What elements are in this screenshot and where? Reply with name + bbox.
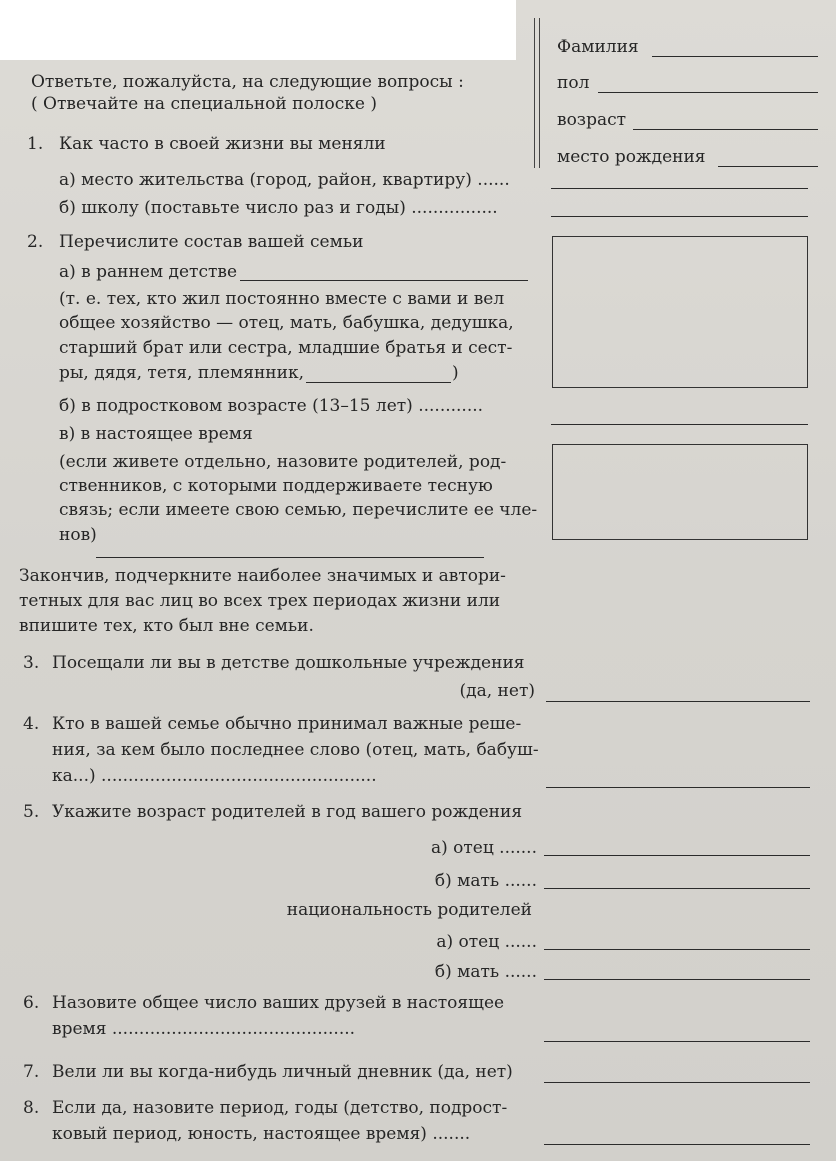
surname-label: Фамилия: [557, 37, 639, 57]
q5-number: 5.: [23, 802, 40, 822]
q5-nat-father-label: а) отец ......: [436, 932, 537, 952]
q2-text: Перечислите состав вашей семьи: [59, 232, 364, 252]
underline-instruction-3: впишите тех, кто был вне семьи.: [19, 616, 314, 636]
q6-line-2: время .............................................: [52, 1019, 356, 1039]
q2-option-a: а) в раннем детстве: [59, 262, 238, 282]
q2c-inline-line[interactable]: [96, 557, 484, 558]
q3-answer-hint: (да, нет): [459, 681, 535, 701]
q5-father-label: а) отец .......: [430, 838, 537, 858]
surname-field[interactable]: [652, 56, 818, 57]
q2-option-b: б) в подростковом возрасте (13–15 лет) ............: [59, 396, 484, 416]
header-divider-right: [539, 18, 540, 168]
q1-text: Как часто в своей жизни вы меняли: [59, 134, 386, 154]
q8-line-2: ковый период, юность, настоящее время) .......: [52, 1124, 471, 1144]
q5-father-age-line[interactable]: [544, 855, 810, 856]
q4-line-2: ния, за кем было последнее слово (отец, мать, бабуш-: [52, 740, 539, 760]
header-divider-left: [534, 18, 535, 168]
q6-line-1: Назовите общее число ваших друзей в настоящее: [52, 993, 505, 1013]
q2-note-3: старший брат или сестра, младшие братья и сест-: [59, 338, 513, 358]
q8-answer-line[interactable]: [544, 1144, 810, 1145]
q2b-answer-line[interactable]: [551, 424, 808, 425]
q2-number: 2.: [27, 232, 44, 252]
q2-note-2: общее хозяйство — отец, мать, бабушка, дедушка,: [59, 313, 514, 333]
q8-number: 8.: [23, 1098, 40, 1118]
age-label: возраст: [557, 110, 627, 130]
q2-c-note-3: связь; если имеете свою семью, перечислите ее чле-: [59, 500, 538, 520]
q2-c-note-2: ственников, с которыми поддерживаете тесную: [59, 476, 493, 496]
sex-label: пол: [557, 73, 590, 93]
q2-note-1: (т. е. тех, кто жил постоянно вместе с вами и вел: [59, 289, 505, 309]
q2-relatives-line[interactable]: [306, 382, 451, 383]
q3-answer-line[interactable]: [546, 701, 810, 702]
q5-nat-father-line[interactable]: [544, 949, 810, 950]
q2a-answer-box[interactable]: [552, 236, 808, 388]
q5-mother-label: б) мать ......: [434, 871, 537, 891]
q5-nat-mother-label: б) мать ......: [434, 962, 537, 982]
q2-note-4-close: ): [452, 363, 459, 383]
q5-text: Укажите возраст родителей в год вашего рождения: [52, 802, 523, 822]
birthplace-label: место рождения: [557, 147, 706, 167]
q5-nationality-label: национальность родителей: [286, 900, 532, 920]
q4-answer-line[interactable]: [546, 787, 810, 788]
sex-field[interactable]: [598, 92, 818, 93]
birthplace-field[interactable]: [718, 166, 818, 167]
q2-option-c: в) в настоящее время: [59, 424, 253, 444]
q7-answer-line[interactable]: [544, 1082, 810, 1083]
underline-instruction-2: тетных для вас лиц во всех трех периодах жизни или: [19, 591, 501, 611]
q7-number: 7.: [23, 1062, 40, 1082]
q5-nat-mother-line[interactable]: [544, 979, 810, 980]
q3-number: 3.: [23, 653, 40, 673]
q4-line-1: Кто в вашей семье обычно принимал важные реше-: [52, 714, 522, 734]
q7-text: Вели ли вы когда-нибудь личный дневник (да, нет): [52, 1062, 513, 1082]
q4-number: 4.: [23, 714, 40, 734]
q8-line-1: Если да, назовите период, годы (детство, подрост-: [52, 1098, 508, 1118]
q5-mother-age-line[interactable]: [544, 888, 810, 889]
q1b-answer-line[interactable]: [551, 216, 808, 217]
q1-option-b: б) школу (поставьте число раз и годы) ................: [59, 198, 498, 218]
q1-number: 1.: [27, 134, 44, 154]
q6-answer-line[interactable]: [544, 1041, 810, 1042]
q3-text: Посещали ли вы в детстве дошкольные учреждения: [52, 653, 525, 673]
q2c-answer-box[interactable]: [552, 444, 808, 540]
q6-number: 6.: [23, 993, 40, 1013]
intro-line-2: ( Отвечайте на специальной полоске ): [31, 94, 377, 114]
age-field[interactable]: [633, 129, 818, 130]
q2-c-note-1: (если живете отдельно, назовите родителей, род-: [59, 452, 507, 472]
q2a-inline-line[interactable]: [240, 280, 528, 281]
q1-option-a: а) место жительства (город, район, квартиру) ......: [59, 170, 510, 190]
blank-header-area: [0, 0, 516, 60]
q2-note-4: ры, дядя, тетя, племянник,: [59, 363, 304, 383]
q1a-answer-line[interactable]: [551, 188, 808, 189]
underline-instruction-1: Закончив, подчеркните наиболее значимых и автори-: [19, 566, 506, 586]
q4-line-3: ка...) ...................................................: [52, 766, 377, 786]
intro-line-1: Ответьте, пожалуйста, на следующие вопросы :: [31, 72, 464, 92]
q2-c-note-4: нов): [59, 525, 97, 545]
